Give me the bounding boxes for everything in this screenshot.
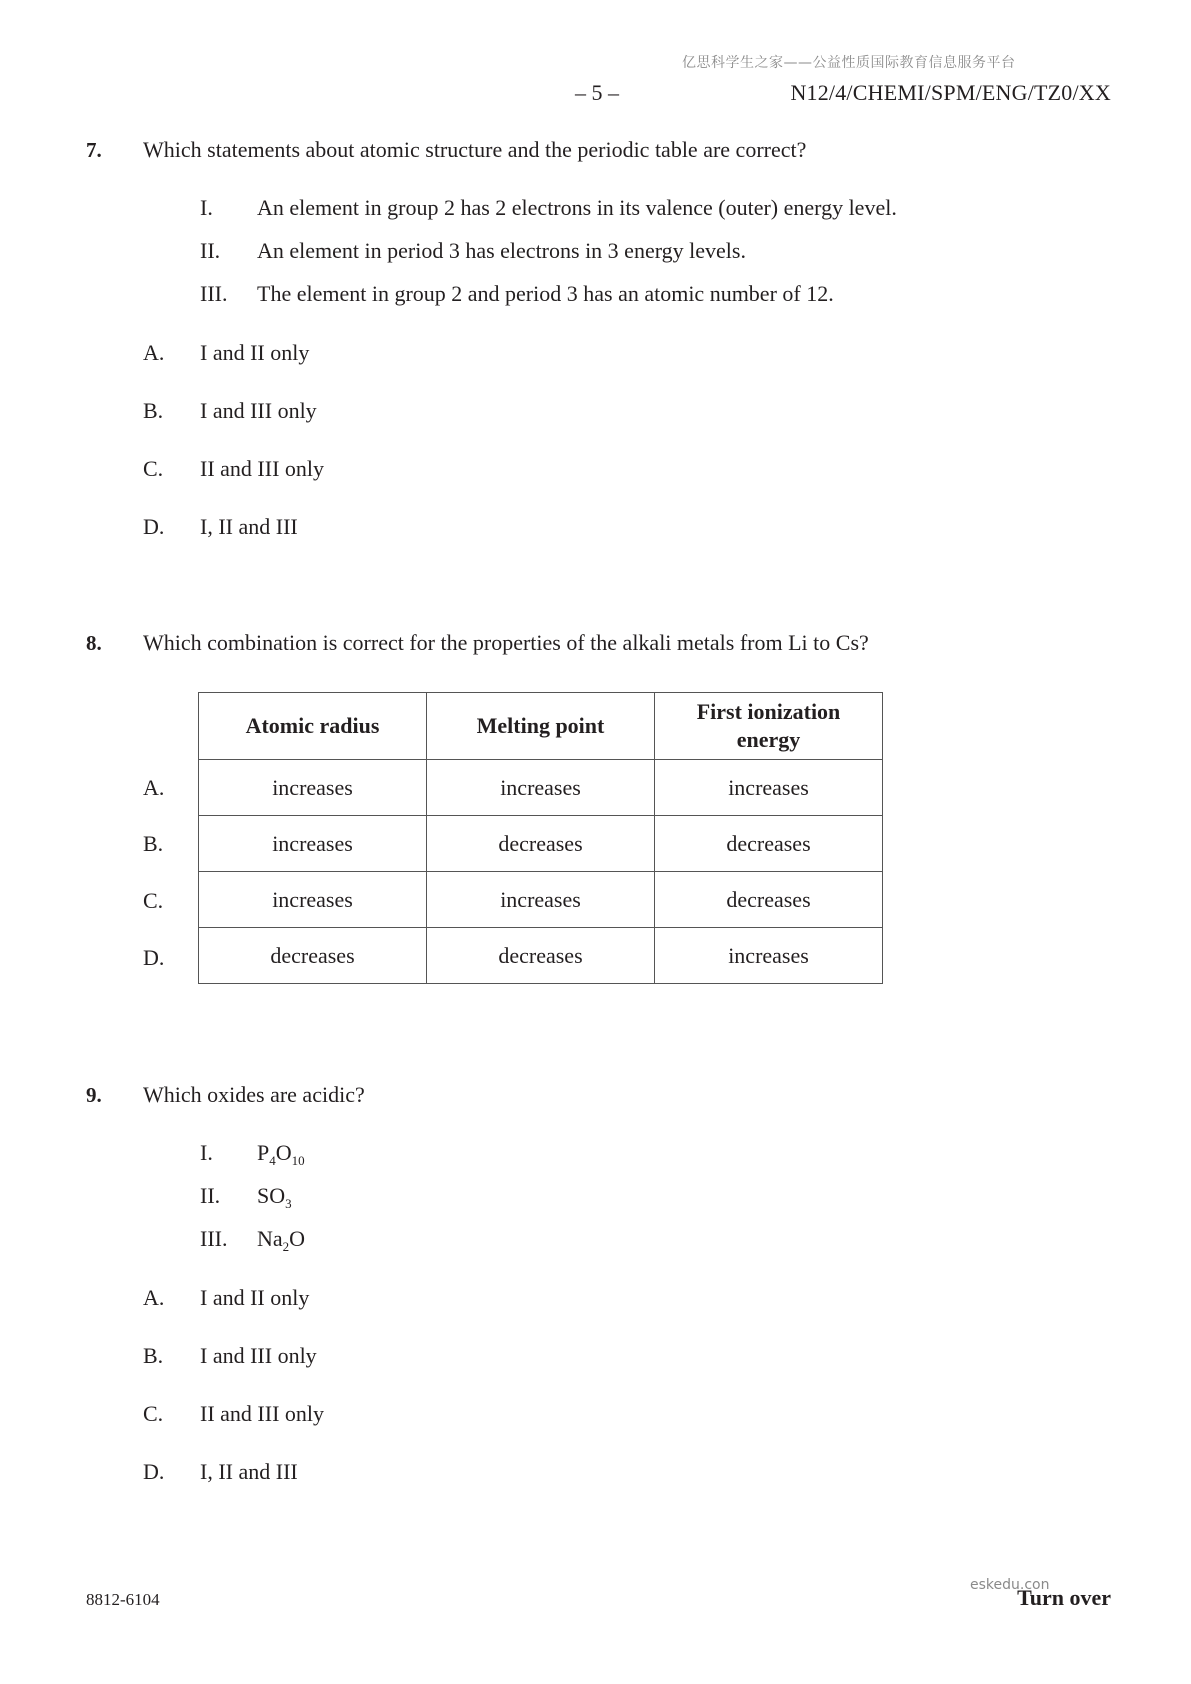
question-text: Which statements about atomic structure and the periodic table are correct? — [143, 137, 807, 162]
option-letter: B. — [143, 398, 164, 423]
option-letter: A. — [143, 340, 165, 365]
table-row — [199, 760, 883, 816]
option-letter: A. — [143, 1285, 165, 1310]
statement-label: III. — [200, 281, 228, 306]
properties-table — [198, 692, 883, 984]
header-atomic-radius: Atomic radius — [199, 693, 427, 760]
table-cell: decreases — [427, 928, 655, 984]
table-cell: decreases — [655, 816, 883, 872]
table-cell: increases — [199, 816, 427, 872]
watermark: eskedu.con — [970, 1577, 1050, 1593]
site-banner: 亿思科学生之家——公益性质国际教育信息服务平台 — [682, 55, 1016, 71]
statement-label: I. — [200, 195, 213, 220]
table-cell: increases — [199, 760, 427, 816]
statement-label: III. — [200, 1226, 228, 1251]
option-text: I, II and III — [200, 514, 298, 539]
table-row — [199, 872, 883, 928]
table-cell: increases — [655, 760, 883, 816]
statement-text: An element in group 2 has 2 electrons in its valence (outer) energy level. — [257, 195, 897, 220]
paper-code: N12/4/CHEMI/SPM/ENG/TZ0/XX — [790, 80, 1111, 105]
header-line: energy — [736, 727, 801, 752]
formula-part: P — [257, 1140, 270, 1165]
table-cell: increases — [427, 872, 655, 928]
formula-part: O — [289, 1226, 306, 1251]
row-letter: B. — [143, 831, 164, 856]
option-letter: C. — [143, 456, 164, 481]
table-cell: decreases — [427, 816, 655, 872]
footer-code: 8812-6104 — [86, 1590, 160, 1609]
option-text: II and III only — [200, 1401, 325, 1426]
question-text: Which oxides are acidic? — [143, 1082, 365, 1107]
option-text: I, II and III — [200, 1459, 298, 1484]
row-letter: C. — [143, 888, 164, 913]
statement-label: I. — [200, 1140, 213, 1165]
option-text: I and III only — [200, 398, 317, 423]
header-first-ionization-energy — [655, 693, 883, 760]
row-letter: D. — [143, 945, 165, 970]
statement-text: An element in period 3 has electrons in 3 energy levels. — [257, 238, 746, 263]
option-letter: C. — [143, 1401, 164, 1426]
statement-label: II. — [200, 238, 221, 263]
formula-p4o10 — [257, 1140, 305, 1166]
page-number: – 5 – — [575, 80, 619, 105]
question-number: 9. — [86, 1083, 102, 1107]
turn-over-label: Turn over — [1017, 1585, 1111, 1610]
option-text: II and III only — [200, 456, 325, 481]
question-text: Which combination is correct for the properties of the alkali metals from Li to Cs? — [143, 630, 869, 655]
table-row — [199, 928, 883, 984]
table-row — [199, 816, 883, 872]
option-letter: D. — [143, 514, 165, 539]
option-letter: D. — [143, 1459, 165, 1484]
formula-part: O — [275, 1140, 292, 1165]
formula-subscript: 2 — [282, 1239, 290, 1254]
row-letter: A. — [143, 775, 165, 800]
formula-so3 — [257, 1183, 292, 1209]
table-cell: increases — [427, 760, 655, 816]
question-number: 8. — [86, 631, 102, 655]
header-line: First ionization — [696, 699, 841, 724]
table-cell: increases — [655, 928, 883, 984]
statement-label: II. — [200, 1183, 221, 1208]
formula-na2o — [257, 1226, 305, 1252]
formula-part: Na — [257, 1226, 283, 1251]
table-cell: increases — [199, 872, 427, 928]
option-text: I and II only — [200, 1285, 310, 1310]
option-text: I and III only — [200, 1343, 317, 1368]
formula-subscript: 10 — [291, 1153, 305, 1168]
table-header-row — [199, 693, 883, 760]
statement-text: The element in group 2 and period 3 has an atomic number of 12. — [257, 281, 834, 306]
formula-part: SO — [257, 1183, 286, 1208]
header-melting-point: Melting point — [427, 693, 655, 760]
formula-subscript: 4 — [269, 1153, 276, 1168]
option-text: I and II only — [200, 340, 310, 365]
table-cell: decreases — [655, 872, 883, 928]
question-number: 7. — [86, 138, 102, 162]
table-cell: decreases — [199, 928, 427, 984]
formula-subscript: 3 — [285, 1196, 292, 1211]
option-letter: B. — [143, 1343, 164, 1368]
